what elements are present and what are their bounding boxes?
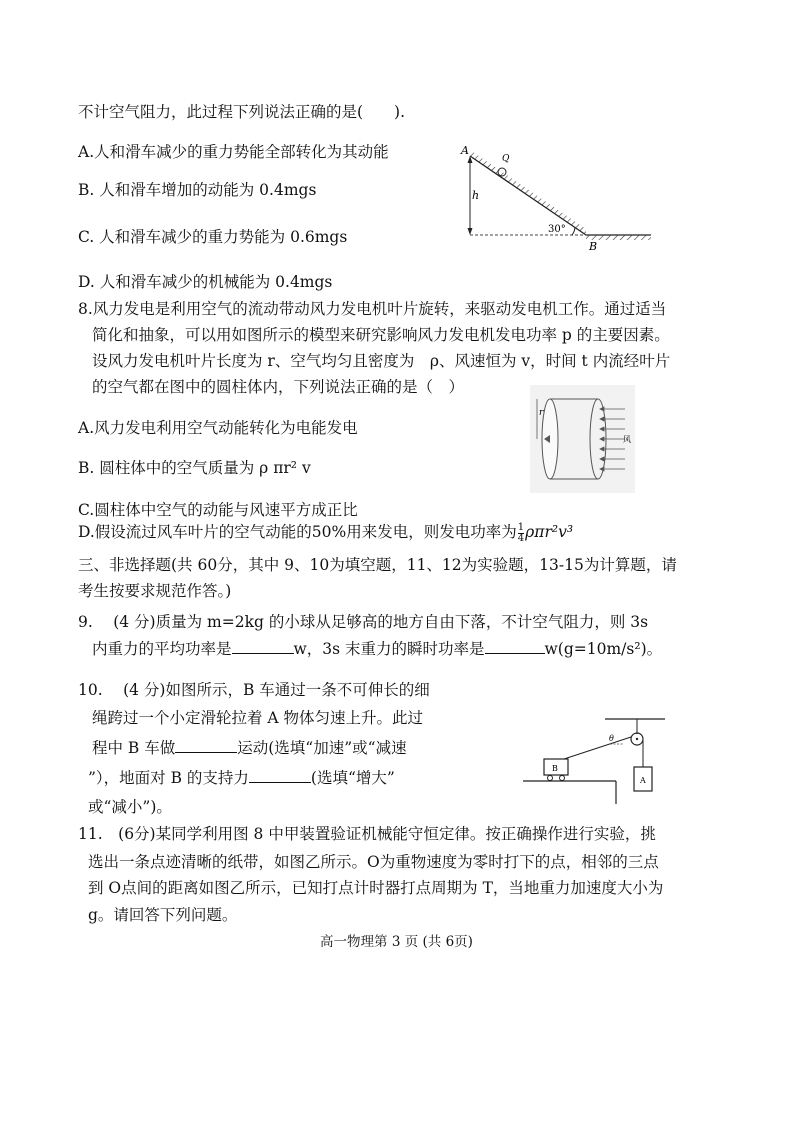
q8-cylinder-figure bbox=[530, 385, 635, 493]
section3-line1: 三、非选择题(共 60分，其中 9、10为填空题，11、12为实验题，13-15为计算题，请 bbox=[78, 556, 677, 574]
q11-line1: 11. (6分)某同学利用图 8 中甲装置验证机械能守恒定律。按正确操作进行实验，挑 bbox=[78, 825, 656, 843]
q10-line3 bbox=[92, 738, 407, 758]
q10-line4 bbox=[88, 768, 395, 788]
q9-text-b: w，3s 末重力的瞬时功率是 bbox=[293, 640, 485, 658]
q10-line2: 绳跨过一个小定滑轮拉着 A 物体匀速上升。此过 bbox=[92, 709, 424, 727]
q7-option-b: B. 人和滑车增加的动能为 0.4mgs bbox=[78, 181, 317, 199]
q10-line5: 或“减小”)。 bbox=[88, 798, 172, 816]
q10-pulley-figure bbox=[520, 712, 670, 807]
label-mass: Q bbox=[502, 154, 510, 164]
q10-text-3a: 程中 B 车做 bbox=[92, 739, 176, 757]
q7-slope-figure bbox=[458, 140, 658, 255]
q10-line1: 10. (4 分)如图所示，B 车通过一条不可伸长的细 bbox=[78, 681, 430, 699]
page-footer: 高一物理第 3 页 (共 6页) bbox=[320, 934, 473, 950]
frac-den: 4 bbox=[517, 532, 525, 544]
q9-text-a: 内重力的平均功率是 bbox=[92, 640, 232, 658]
wheel-icon bbox=[560, 776, 565, 781]
angle-arc bbox=[572, 227, 575, 235]
section3-line2: 考生按要求规范作答。) bbox=[78, 582, 232, 600]
q8-option-d bbox=[78, 522, 573, 544]
q11-line4: g。请回答下列问题。 bbox=[88, 906, 238, 924]
q9-blank-avg-power[interactable] bbox=[232, 639, 294, 654]
label-a: A bbox=[640, 776, 646, 785]
q11-line2: 选出一条点迹清晰的纸带，如图乙所示。O为重物速度为零时打下的点，相邻的三点 bbox=[88, 853, 659, 871]
wheel-icon bbox=[548, 776, 553, 781]
q7-stem-tail: 不计空气阻力，此过程下列说法正确的是( ). bbox=[78, 103, 406, 121]
q8-line3: 设风力发电机叶片长度为 r、空气均匀且密度为 ρ、风速恒为 v，时间 t 内流经叶片 bbox=[92, 352, 671, 370]
q7-option-a: A.人和滑车减少的重力势能全部转化为其动能 bbox=[78, 143, 389, 161]
q8-option-d-expr: ρπr²v³ bbox=[525, 523, 574, 541]
q9-blank-inst-power[interactable] bbox=[485, 639, 545, 654]
incline-hatch bbox=[470, 150, 586, 235]
q8-option-a: A.风力发电利用空气动能转化为电能发电 bbox=[78, 419, 358, 437]
q10-text-3b: 运动(选填“加速”或“减速 bbox=[237, 739, 407, 757]
q8-line2: 简化和抽象，可以用如图所示的模型来研究影响风力发电机发电功率 p 的主要因素。 bbox=[92, 326, 670, 344]
rope-slanted bbox=[564, 737, 631, 759]
label-r: r bbox=[539, 408, 544, 418]
label-angle: 30° bbox=[548, 224, 566, 235]
label-a: A bbox=[461, 144, 469, 157]
q9-text-c: w(g=10m/s²)。 bbox=[544, 640, 663, 658]
q9-line1: 9. (4 分)质量为 m=2kg 的小球从足够高的地方自由下落，不计空气阻力，则 3s bbox=[78, 613, 649, 631]
q10-text-4b: (选填“增大” bbox=[310, 769, 395, 787]
label-b: B bbox=[552, 764, 558, 773]
q10-blank-support[interactable] bbox=[249, 768, 311, 783]
q10-text-4a: ”），地面对 B 的支持力 bbox=[88, 769, 249, 787]
q9-line2 bbox=[92, 639, 662, 659]
q8-option-c: C.圆柱体中空气的动能与风速平方成正比 bbox=[78, 501, 358, 519]
q11-line3: 到 O点间的距离如图乙所示，已知打点计时器打点周期为 T，当地重力加速度大小为 bbox=[88, 879, 664, 897]
q8-line4: 的空气都在图中的圆柱体内，下列说法正确的是（ ） bbox=[92, 378, 465, 396]
pulley-axle bbox=[636, 738, 638, 740]
label-b: B bbox=[589, 240, 598, 253]
q7-option-d: D. 人和滑车减少的机械能为 0.4mgs bbox=[78, 273, 333, 291]
q7-option-c: C. 人和滑车减少的重力势能为 0.6mgs bbox=[78, 228, 348, 246]
q8-line1: 8.风力发电是利用空气的流动带动风力发电机叶片旋转，来驱动发电机工作。通过适当 bbox=[78, 300, 667, 318]
q8-option-d-prefix: D.假设流过风车叶片的空气动能的50%用来发电，则发电功率为 bbox=[78, 523, 517, 541]
q10-blank-motion[interactable] bbox=[175, 738, 237, 753]
frac-num: 1 bbox=[517, 521, 525, 533]
q8-option-b: B. 圆柱体中的空气质量为 ρ πr² v bbox=[78, 459, 311, 477]
height-arrow-bottom bbox=[468, 228, 473, 235]
label-theta: θ bbox=[609, 734, 614, 743]
q8-option-d-fraction bbox=[518, 523, 524, 544]
label-h: h bbox=[472, 189, 480, 202]
label-wind: 风 bbox=[623, 435, 631, 444]
